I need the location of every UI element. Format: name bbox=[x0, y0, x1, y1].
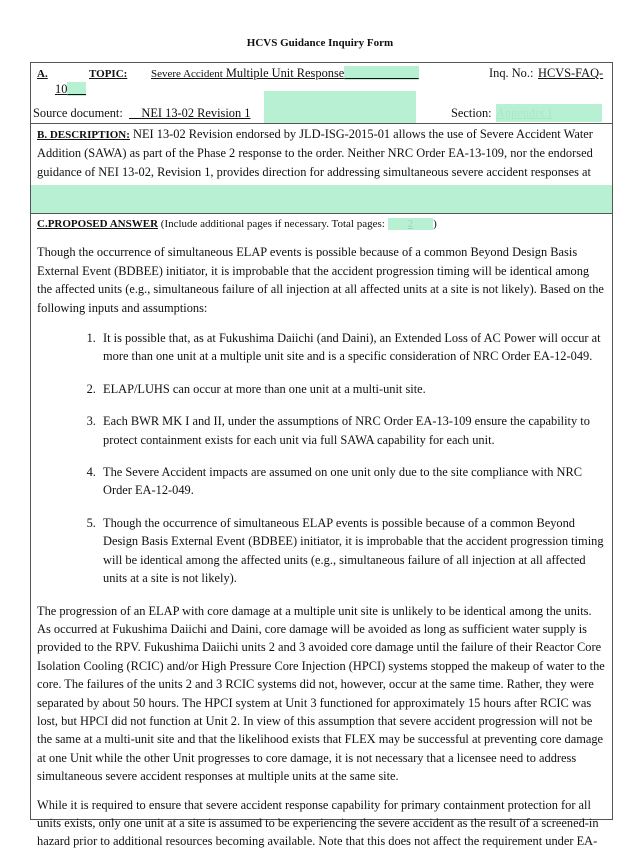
topic-label: TOPIC: bbox=[89, 68, 128, 80]
list-item: 3. Each BWR MK I and II, under the assumptions of NRC Order EA-13-109 ensure the capability to protect containment exists for each unit via full SAWA capability for each unit. bbox=[99, 412, 606, 449]
list-item: 1. It is possible that, as at Fukushima Daiichi (and Daini), an Extended Loss of AC Power will occur at more than one unit at a multiple unit site and is a specific consideration of NRC Order EA-12-049. bbox=[99, 329, 606, 366]
list-item: 2. ELAP/LUHS can occur at more than one unit at a multi-unit site. bbox=[99, 380, 606, 398]
topic-section bbox=[31, 63, 612, 124]
source-document-label: Source document: bbox=[33, 106, 123, 120]
section-a-label: A. bbox=[37, 68, 48, 80]
description-text: NEI 13-02 Revision endorsed by JLD-ISG-2015-01 allows the use of Severe Accident Water Addition (SAWA) as part of the Phase 2 response to the order. Neither NRC Order EA-13-109, nor the endorsed guidance of NEI 13-02, Revision 1, provides direction for addressing simultaneous severe accident responses at bbox=[37, 127, 593, 179]
inquiry-number-value-cont: 10 bbox=[55, 80, 86, 98]
source-document-highlight bbox=[264, 91, 416, 123]
description-highlight bbox=[31, 185, 612, 213]
section-value: Appendix I bbox=[496, 104, 602, 122]
description-label: B. DESCRIPTION: bbox=[37, 129, 130, 141]
list-item: 5. Though the occurrence of simultaneous ELAP events is possible because of a common Beyond Design Basis External Event (BDBEE) initiator, it is improbable that the accident progression timing will be identical among the affected units (e.g., simultaneous failure of all injection at all affected units at a site is not likely). bbox=[99, 514, 606, 588]
assumptions-list bbox=[37, 329, 606, 587]
total-pages: 2 bbox=[388, 218, 434, 230]
answer-label: C.PROPOSED ANSWER bbox=[37, 218, 159, 230]
form-title: HCVS Guidance Inquiry Form bbox=[246, 37, 394, 49]
requirement-paragraph: While it is required to ensure that severe accident response capability for primary containment protection for all units exists, only one unit at a site is assumed to be experiencing the severe accident as the result of a screened-in hazard prior to additional resources becoming available. Note that this does not affect the requirement under EA- bbox=[37, 797, 599, 849]
topic-value bbox=[151, 64, 419, 83]
answer-note: (Include additional pages if necessary. Total pages: bbox=[160, 218, 385, 230]
answer-intro: Though the occurrence of simultaneous ELAP events is possible because of a common Beyond Design Basis External Event (BDBEE) initiator, it is improbable that the accident progression timing will be identical among the affected units (e.g., simultaneous failure of all injection at all affected units at a site is not likely). Based on the following inputs and assumptions: bbox=[37, 245, 604, 315]
topic-value-main: Multiple Unit Response bbox=[225, 66, 345, 80]
answer-header bbox=[37, 215, 606, 233]
answer-note-close: ) bbox=[433, 218, 437, 230]
topic-value-prefix: Severe Accident bbox=[151, 68, 223, 80]
source-document-value: NEI 13-02 Revision 1 bbox=[141, 106, 251, 120]
inquiry-number-value: HCVS-FAQ- bbox=[538, 66, 604, 80]
answer-section bbox=[31, 215, 612, 851]
progression-paragraph: The progression of an ELAP with core damage at a multiple unit site is unlikely to be identical among the units. As occurred at Fukushima Daiichi and Daini, core damage will be avoided as long as sufficient water supply is provided to the RPV. Fukushima Daiichi units 2 and 3 avoided core damage until the failure of their Reactor Core Isolation Cooling (RCIC) and/or High Pressure Core Injection (HPCI) systems stopped the makeup of water to the core. The failures of the units 2 and 3 RCIC systems did not, however, occur at the same time. Rather, they were separated by about 50 hours. The HPCI system at Unit 3 functioned for approximately 15 hours after RCIC was lost, but HPCI did not function at Unit 2. In view of this assumption that severe accident progression will not be the same at a multi-unit site and that the likelihood exists that FLEX may be successful at preventing core damage at one Unit while the other Unit progresses to core damage, it is not necessary that a licensee need to address simultaneous severe accident responses at multiple units at the same site. bbox=[37, 603, 605, 784]
inquiry-number-label: Inq. No.: bbox=[489, 66, 534, 80]
form-frame bbox=[30, 62, 613, 849]
description-section bbox=[31, 124, 612, 214]
list-item: 4. The Severe Accident impacts are assumed on one unit only due to the site compliance with NRC Order EA-12-049. bbox=[99, 463, 606, 500]
section-label: Section: bbox=[451, 106, 492, 120]
